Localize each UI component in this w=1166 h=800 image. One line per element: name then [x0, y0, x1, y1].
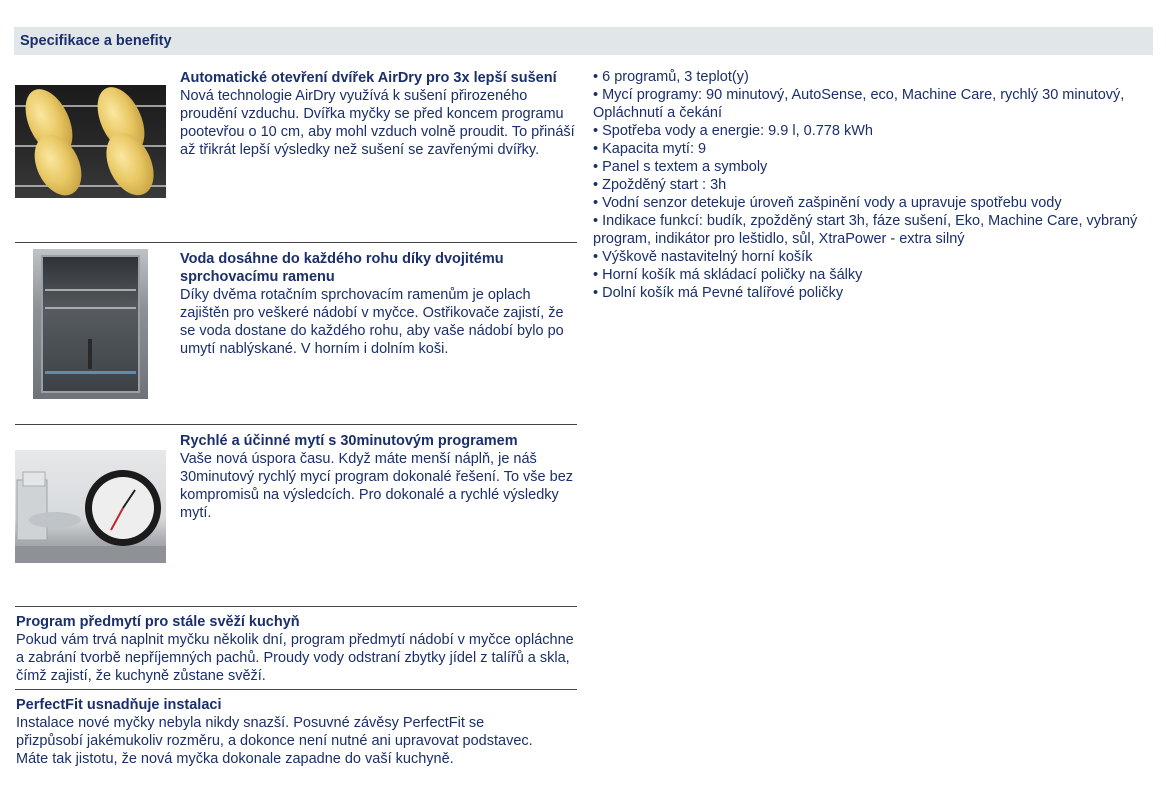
- section-header: [14, 27, 1153, 55]
- feature-divider: [15, 689, 577, 690]
- spec-item: • Indikace funkcí: budík, zpožděný start 3h, fáze sušení, Eko, Machine Care, vybraný program, indikátor pro leštidlo, sůl, XtraPower - extra silný: [593, 213, 1138, 247]
- dishwasher-interior-image: [33, 249, 148, 399]
- feature-perfectfit-body: Instalace nové myčky nebyla nikdy snazší. Posuvné závěsy PerfectFit se přizpůsobí jakémukoliv rozměru, a dokonce není nutné ani upravovat podstavec. Máte tak jistotu, že nová myčka dokonale zapadne do vaší kuchyně.: [16, 715, 533, 767]
- feature-perfectfit: [15, 689, 577, 789]
- spec-list: [593, 68, 1153, 302]
- feature-prewash-title: Program předmytí pro stále svěží kuchyň: [16, 614, 300, 630]
- spec-item: • Mycí programy: 90 minutový, AutoSense, eco, Machine Care, rychlý 30 minutový, Opláchnutí a čekání: [593, 87, 1125, 121]
- spec-item: • Kapacita mytí: 9: [593, 141, 707, 157]
- spec-item: • 6 programů, 3 teplot(y): [593, 69, 749, 85]
- airdry-image: [15, 85, 166, 198]
- feature-prewash-body: Pokud vám trvá naplnit myčku několik dní, program předmytí nádobí v myčce opláchne a zabrání tvorbě nepříjemných pachů. Proudy vody odstraní zbytky jídel z talířů a skla, čímž zajistí, že kuchyně zůstane svěží.: [16, 632, 574, 684]
- spec-item: • Výškově nastavitelný horní košík: [593, 249, 813, 265]
- spec-item: • Zpožděný start : 3h: [593, 177, 727, 193]
- spec-item: • Dolní košík má Pevné talířové poličky: [593, 285, 844, 301]
- clock-illustration: [15, 450, 166, 563]
- spec-item: • Panel s textem a symboly: [593, 159, 768, 175]
- feature-perfectfit-title: PerfectFit usnadňuje instalaci: [16, 697, 222, 713]
- feature-divider: [15, 606, 577, 607]
- spec-item: • Horní košík má skládací poličky na šálky: [593, 267, 863, 283]
- feature-spray-arms-body: Díky dvěma rotačním sprchovacím ramenům je oplach zajištěn pro veškeré nádobí v myčce. Ostřikovače zajistí, že se voda dostane do každého rohu, aby vaše nádobí bylo po umytí nablýskané. V horním i dolním koši.: [180, 287, 564, 357]
- section-title: Specifikace a benefity: [20, 33, 172, 49]
- feature-airdry: [15, 68, 577, 208]
- feature-spray-arms: [15, 242, 577, 412]
- feature-divider: [15, 242, 577, 243]
- spec-item: • Vodní senzor detekuje úroveň zašpinění vody a upravuje spotřebu vody: [593, 195, 1062, 211]
- quick-wash-clock-image: [15, 450, 166, 563]
- feature-prewash: [15, 606, 577, 686]
- feature-quick-wash-title: Rychlé a účinné mytí s 30minutovým programem: [180, 433, 518, 449]
- spec-item: • Spotřeba vody a energie: 9.9 l, 0.778 kWh: [593, 123, 873, 139]
- feature-divider: [15, 424, 577, 425]
- feature-airdry-title: Automatické otevření dvířek AirDry pro 3x lepší sušení: [180, 70, 557, 86]
- feature-spray-arms-title: Voda dosáhne do každého rohu díky dvojitému sprchovacímu ramenu: [180, 251, 504, 285]
- feature-airdry-body: Nová technologie AirDry využívá k sušení přirozeného proudění vzduchu. Dvířka myčky se před koncem programu pootevřou o 10 cm, aby mohl vzduch volně proudit. To přináší až třikrát lepší výsledky než sušení se zavřenými dvířky.: [180, 88, 575, 158]
- feature-quick-wash-body: Vaše nová úspora času. Když máte menší náplň, je náš 30minutový rychlý mycí program dokonalé řešení. To vše bez kompromisů na výsledcích. Pro dokonalé a rychlé výsledky mytí.: [180, 451, 574, 521]
- feature-quick-wash: [15, 424, 577, 574]
